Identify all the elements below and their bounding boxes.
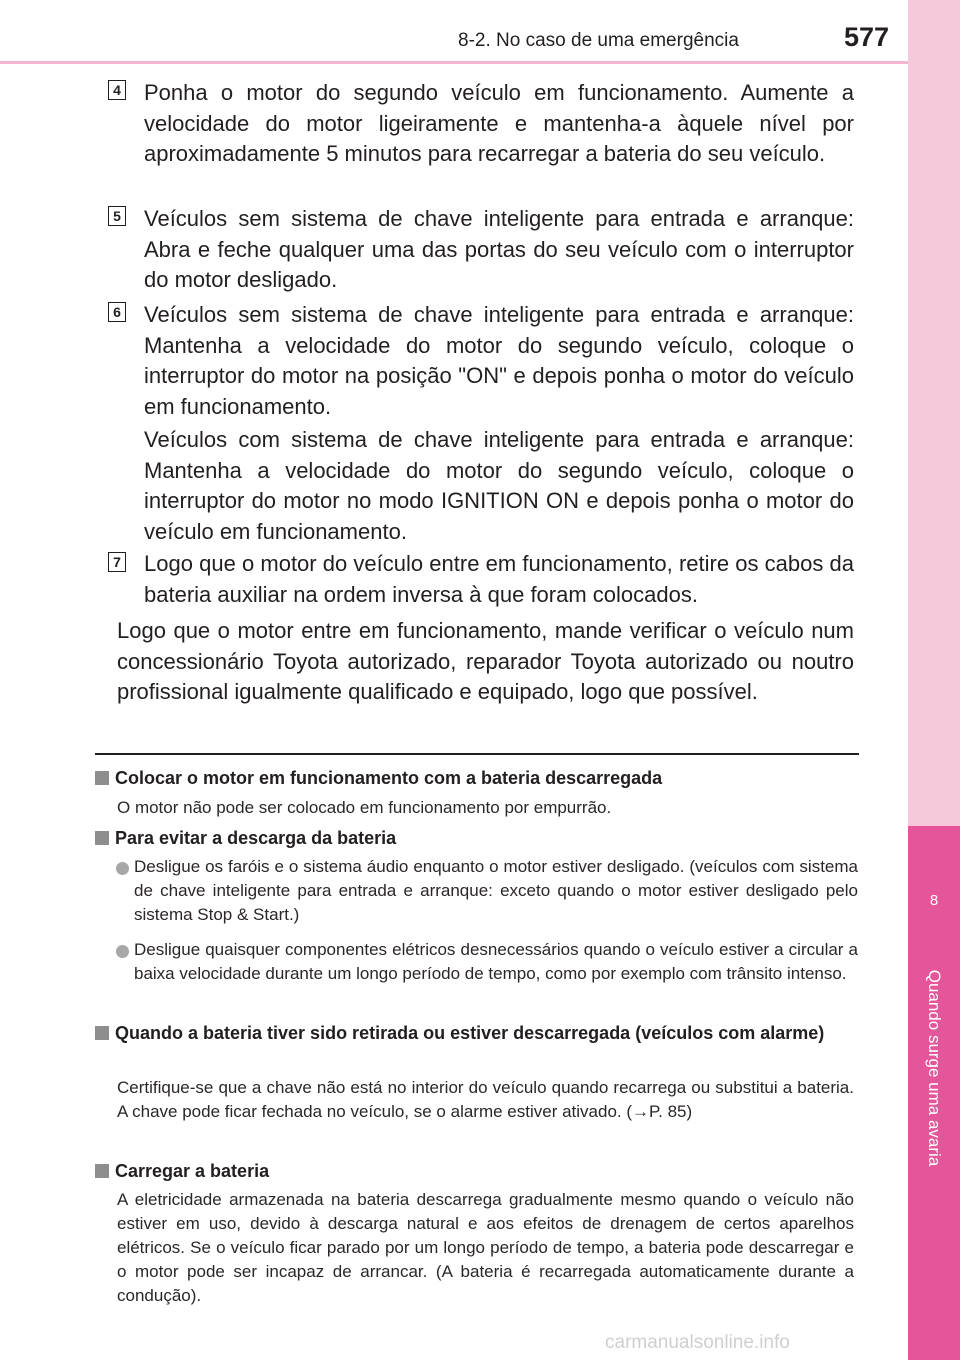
step-text-5: Veículos sem sistema de chave inteligente para entrada e arranque: Abra e feche qualquer uma das portas do seu veículo com o interruptor do motor desligado. [144, 206, 854, 292]
square-bullet-icon [95, 831, 109, 845]
note-body-1: O motor não pode ser colocado em funcionamento por empurrão. [117, 798, 612, 817]
chapter-side-label: Quando surge uma avaria [925, 969, 944, 1167]
step-text-6a: Veículos sem sistema de chave inteligente para entrada e arranque: Mantenha a velocidade do motor do segundo veículo, coloque o interruptor do motor na posição "ON" e depois ponha o motor do veículo em funcionamento. [144, 302, 854, 419]
note-body-4: A eletricidade armazenada na bateria descarrega gradualmente mesmo quando o veículo não estiver em uso, devido à descarga natural e aos efeitos de drenagem de certos aparelhos elétricos. Se o veículo ficar parado por um longo período de tempo, a bateria pode descarregar e o motor pode ser incapaz de arrancar. (A bateria é recarregada automaticamente durante a condução). [117, 1190, 854, 1305]
note-heading-4: Carregar a bateria [95, 1159, 859, 1183]
note-heading-2: Para evitar a descarga da bateria [95, 826, 859, 850]
step-number-5: 5 [108, 206, 126, 226]
note-heading-3: Quando a bateria tiver sido retirada ou estiver descarregada (veículos com alarme) [95, 1021, 859, 1045]
note-body-3: Certifique-se que a chave não está no interior do veículo quando recarrega ou substitui a bateria. A chave pode ficar fechada no veículo, se o alarme estiver ativado. (→P. 85) [117, 1078, 854, 1121]
page-number: 577 [844, 22, 890, 52]
note-bullet-2a: Desligue os faróis e o sistema áudio enquanto o motor estiver desligado. (veículos com sistema de chave inteligente para entrada e arranque: exceto quando o motor estiver desligado pelo sistema Stop & Start.) [134, 857, 858, 924]
chapter-title: 8-2. No caso de uma emergência [458, 30, 739, 51]
note-bullet-2b: Desligue quaisquer componentes elétricos desnecessários quando o veículo estiver a circular a baixa velocidade durante um longo período de tempo, como por exemplo com trânsito intenso. [134, 940, 858, 983]
round-bullet-icon [116, 945, 129, 958]
step-number-7: 7 [108, 552, 126, 572]
header-divider [0, 61, 908, 64]
section-divider [95, 753, 859, 755]
watermark: carmanualsonline.info [605, 1332, 790, 1353]
step-number-6: 6 [108, 302, 126, 322]
step-text-7: Logo que o motor do veículo entre em funcionamento, retire os cabos da bateria auxiliar na ordem inversa à que foram colocados. [144, 551, 854, 607]
closing-paragraph: Logo que o motor entre em funcionamento, mande verificar o veículo num concessionário Toyota autorizado, reparador Toyota autorizado ou noutro profissional igualmente qualificado e equipado, logo que possível. [117, 618, 854, 704]
step-number-4: 4 [108, 80, 126, 100]
chapter-number: 8 [929, 892, 939, 909]
square-bullet-icon [95, 1164, 109, 1178]
note-heading-1: Colocar o motor em funcionamento com a bateria descarregada [95, 766, 859, 790]
round-bullet-icon [116, 862, 129, 875]
step-text-6b: Veículos com sistema de chave inteligente para entrada e arranque: Mantenha a velocidade do motor do segundo veículo, coloque o interruptor do motor no modo IGNITION ON e depois ponha o motor do veículo em funcionamento. [144, 427, 854, 544]
square-bullet-icon [95, 1026, 109, 1040]
square-bullet-icon [95, 771, 109, 785]
step-text-4: Ponha o motor do segundo veículo em funcionamento. Aumente a velocidade do motor ligeiramente e mantenha-a àquele nível por aproximadamente 5 minutos para recarregar a bateria do seu veículo. [144, 80, 854, 166]
